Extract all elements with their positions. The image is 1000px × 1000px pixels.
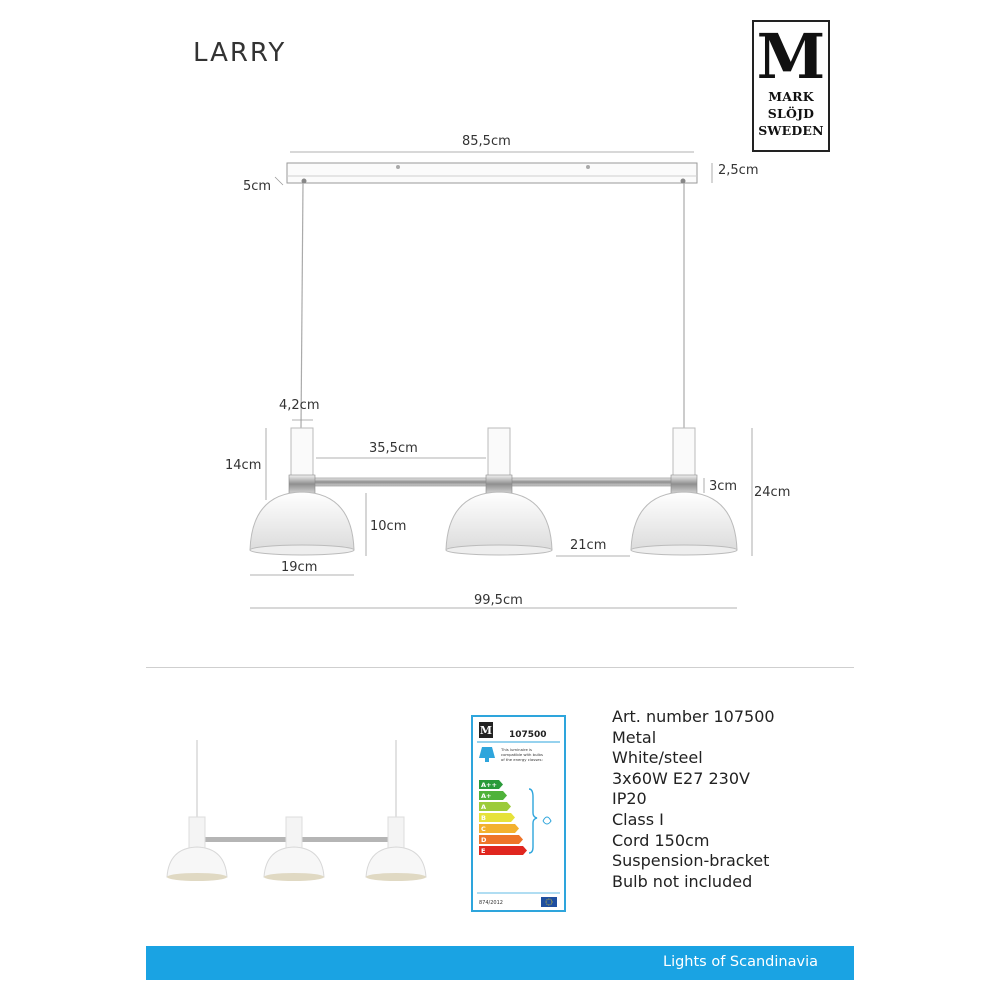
footer-tagline: Lights of Scandinavia — [663, 954, 818, 970]
energy-label — [471, 715, 566, 912]
dim-canopy-height: 2,5cm — [718, 163, 759, 178]
energy-class-label: C — [481, 825, 486, 833]
dim-canopy-depth: 5cm — [243, 179, 272, 194]
spec-line: Suspension-bracket — [612, 851, 770, 871]
spec-line: Bulb not included — [612, 871, 753, 891]
dim-total-width: 99,5cm — [474, 593, 523, 608]
spec-line: Cord 150cm — [612, 830, 710, 850]
label-compat-2: compatible with bulbs — [501, 752, 543, 757]
energy-class-label: A+ — [481, 792, 492, 800]
label-compat-1: This luminaire is — [501, 747, 533, 752]
dim-shade-width: 19cm — [281, 560, 318, 575]
logo-line-2: SLÖJD — [767, 106, 815, 121]
energy-class-label: D — [481, 836, 487, 844]
dim-joint-height: 3cm — [709, 479, 738, 494]
logo-line-1: MARK — [768, 89, 814, 104]
energy-class-label: B — [481, 814, 486, 822]
energy-class-label: E — [481, 847, 486, 855]
logo-monogram: M — [756, 20, 826, 93]
svg-text:M: M — [479, 724, 493, 737]
dim-holder-height: 14cm — [225, 458, 262, 473]
spec-line: Art. number 107500 — [612, 707, 775, 726]
label-regulation: 874/2012 — [479, 900, 503, 906]
label-compat-3: of the energy classes: — [501, 757, 543, 762]
spec-line: IP20 — [612, 789, 647, 809]
dim-shade-spacing: 35,5cm — [369, 441, 418, 456]
dim-total-height: 24cm — [754, 485, 791, 500]
dim-shade-height: 10cm — [370, 519, 407, 534]
label-article-number: 107500 — [509, 730, 547, 740]
footer-bar — [146, 946, 854, 980]
suspension-cord-left — [301, 183, 303, 428]
dim-canopy-width: 85,5cm — [462, 134, 511, 149]
product-title: LARRY — [193, 38, 287, 68]
spec-line: Class I — [612, 809, 664, 829]
energy-class-label: A — [481, 803, 487, 811]
section-divider — [146, 667, 854, 668]
energy-label-graphic — [473, 717, 564, 910]
spec-line: Metal — [612, 727, 657, 747]
logo-line-3: SWEDEN — [758, 123, 824, 138]
dim-holder-width: 4,2cm — [279, 398, 320, 413]
spec-list — [612, 707, 775, 892]
product-photo — [150, 735, 440, 895]
ceiling-canopy — [287, 163, 697, 184]
spec-line: White/steel — [612, 748, 703, 768]
dim-shade-gap: 21cm — [570, 538, 607, 553]
energy-class-bars — [479, 780, 527, 855]
energy-class-label: A++ — [481, 781, 497, 789]
energy-class-arrow — [479, 846, 527, 855]
lamp-middle — [446, 428, 552, 555]
spec-line: 3x60W E27 230V — [612, 768, 750, 788]
